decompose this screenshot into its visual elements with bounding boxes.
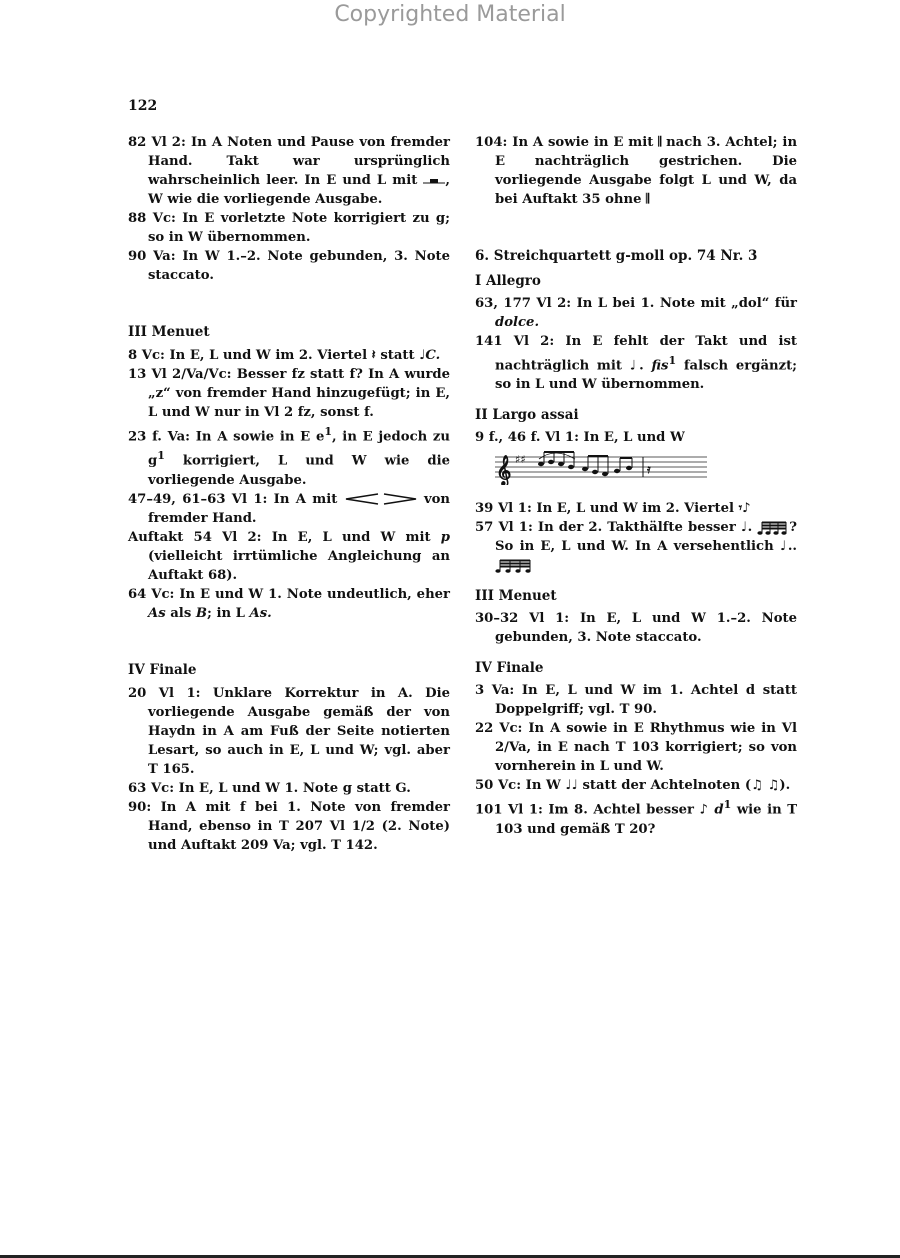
dotted-quarter-note-icon: ♩.. xyxy=(779,539,798,555)
note-entry-9: 9 f., 46 f. Vl 1: In E, L und W xyxy=(475,430,685,446)
dotted-quarter-note-icon: ♩. xyxy=(629,358,644,374)
note-entry-22: 22 Vc: In A sowie in E Rhythmus wie in Vl 2/Va, in E nach T 103 korrigiert; so von vornherein in L und W. xyxy=(475,721,797,775)
quarter-rest-icon: 𝄽 xyxy=(371,348,376,363)
note-entry-88: 88 Vc: In E vorletzte Note korrigiert zu g; so in W übernommen. xyxy=(128,211,450,245)
section-heading-largo: II Largo assai xyxy=(475,407,579,424)
note-entry-23: 23 f. Va: In A sowie in E $e^1$, in E jedoch zu $g^1$ korrigiert, L und W wie die vorliegende Ausgabe. xyxy=(128,425,450,488)
note-entry-64: 64 Vc: In E und W 1. Note undeutlich, eher As als B; in L As. xyxy=(128,586,450,621)
page-number: 122 xyxy=(128,98,158,114)
beamed-eighth-notes-icon: ♫ ♫ xyxy=(751,778,780,794)
quartet-title: 6. Streichquartett g-moll op. 74 Nr. 3 xyxy=(475,248,758,264)
eighth-rest-note-icon: 𝄾♪ xyxy=(738,501,751,517)
note-entry-auftakt-54: Auftakt 54 Vl 2: In E, L und W mit p (vielleicht irrtümliche Angleichung an Auftakt 68). xyxy=(128,529,451,583)
section-heading-menuet-right: III Menuet xyxy=(475,588,557,605)
note-entry-8: 8 Vc: In E, L und W im 2. Viertel 𝄽 statt ♩C. xyxy=(128,348,441,363)
hairpin-icon xyxy=(344,493,418,505)
note-entry-13: 13 Vl 2/Va/Vc: Besser fz statt f? In A wurde „z“ von fremder Hand hinzugefügt; in E, L und W nur in Vl 2 fz, sonst f. xyxy=(128,367,450,420)
note-entry-50: 50 Vc: In W ♩♩ statt der Achtelnoten (♫ ♫). xyxy=(475,778,791,794)
section-heading-finale-right: IV Finale xyxy=(475,660,544,677)
note-entry-30-32: 30–32 Vl 1: In E, L und W 1.–2. Note gebunden, 3. Note staccato. xyxy=(475,611,797,646)
beamed-notes-icon xyxy=(495,559,537,573)
quarter-notes-icon: ♩♩ xyxy=(565,778,578,794)
fermata-bar-icon: 𝄂 xyxy=(658,135,662,150)
quarter-note-icon: ♩ xyxy=(419,348,426,363)
section-heading-finale: IV Finale xyxy=(128,661,197,678)
note-entry-90-finale: 90: In A mit f bei 1. Note von fremder Hand, ebenso in T 207 Vl 1/2 (2. Note) und Auftakt 209 Va; vgl. T 142. xyxy=(128,799,450,853)
note-entry-63-177: 63, 177 Vl 2: In L bei 1. Note mit „dol“ für dolce. xyxy=(475,296,797,330)
copyright-watermark: Copyrighted Material xyxy=(334,2,566,27)
rest-notation-icon xyxy=(423,175,445,187)
eighth-note-icon: ♪ xyxy=(699,802,709,818)
note-entry-39: 39 Vl 1: In E, L und W im 2. Viertel 𝄾♪ xyxy=(475,501,751,517)
note-entry-90: 90 Va: In W 1.–2. Note gebunden, 3. Note staccato. xyxy=(128,249,450,283)
note-entry-20: 20 Vl 1: Unklare Korrektur in A. Die vorliegende Ausgabe gemäß der von Haydn in A am Fuß der Seite notierten Lesart, so auch in E, L und W; vgl. aber T 165. xyxy=(128,685,450,777)
section-heading-menuet: III Menuet xyxy=(128,324,210,340)
left-column xyxy=(128,133,450,855)
music-staff-example xyxy=(495,449,797,491)
beamed-notes-icon xyxy=(757,521,789,535)
note-entry-141: 141 Vl 2: In E fehlt der Takt und ist nachträglich mit ♩. fis$^1$ falsch ergänzt; so in L und W übernommen. xyxy=(475,334,798,393)
fermata-bar-icon: 𝄂 xyxy=(646,192,650,207)
section-heading-allegro: I Allegro xyxy=(475,273,541,289)
note-entry-3: 3 Va: In E, L und W im 1. Achtel d statt Doppelgriff; vgl. T 90. xyxy=(475,683,797,718)
note-entry-101: 101 Vl 1: Im 8. Achtel besser ♪ $d^1$ wie in T 103 und gemäß T 20? xyxy=(475,798,798,837)
svg-text:♯♯: ♯♯ xyxy=(515,453,526,467)
svg-text:𝄞: 𝄞 xyxy=(496,456,512,486)
note-entry-82: 82 Vl 2: In A Noten und Pause von fremder Hand. Takt war ursprünglich wahrscheinlich leer. In E und L mit , W wie die vorliegende Ausgabe. xyxy=(128,135,450,207)
dotted-quarter-note-icon: ♩. xyxy=(740,520,753,536)
svg-text:𝄿: 𝄿 xyxy=(647,462,651,477)
note-entry-47: 47–49, 61–63 Vl 1: In A mit von fremder Hand. xyxy=(128,491,451,526)
right-column xyxy=(475,133,797,839)
note-entry-104: 104: In A sowie in E mit 𝄂 nach 3. Achtel; in E nachträglich gestrichen. Die vorliegende Ausgabe folgt L und W, da bei Auftakt 35 ohne 𝄂 xyxy=(475,135,798,207)
note-entry-63: 63 Vc: In E, L und W 1. Note g statt G. xyxy=(128,780,411,796)
note-entry-57: 57 Vl 1: In der 2. Takthälfte besser ♩. ? So in E, L und W. In A versehentlich ♩.. xyxy=(475,518,797,575)
